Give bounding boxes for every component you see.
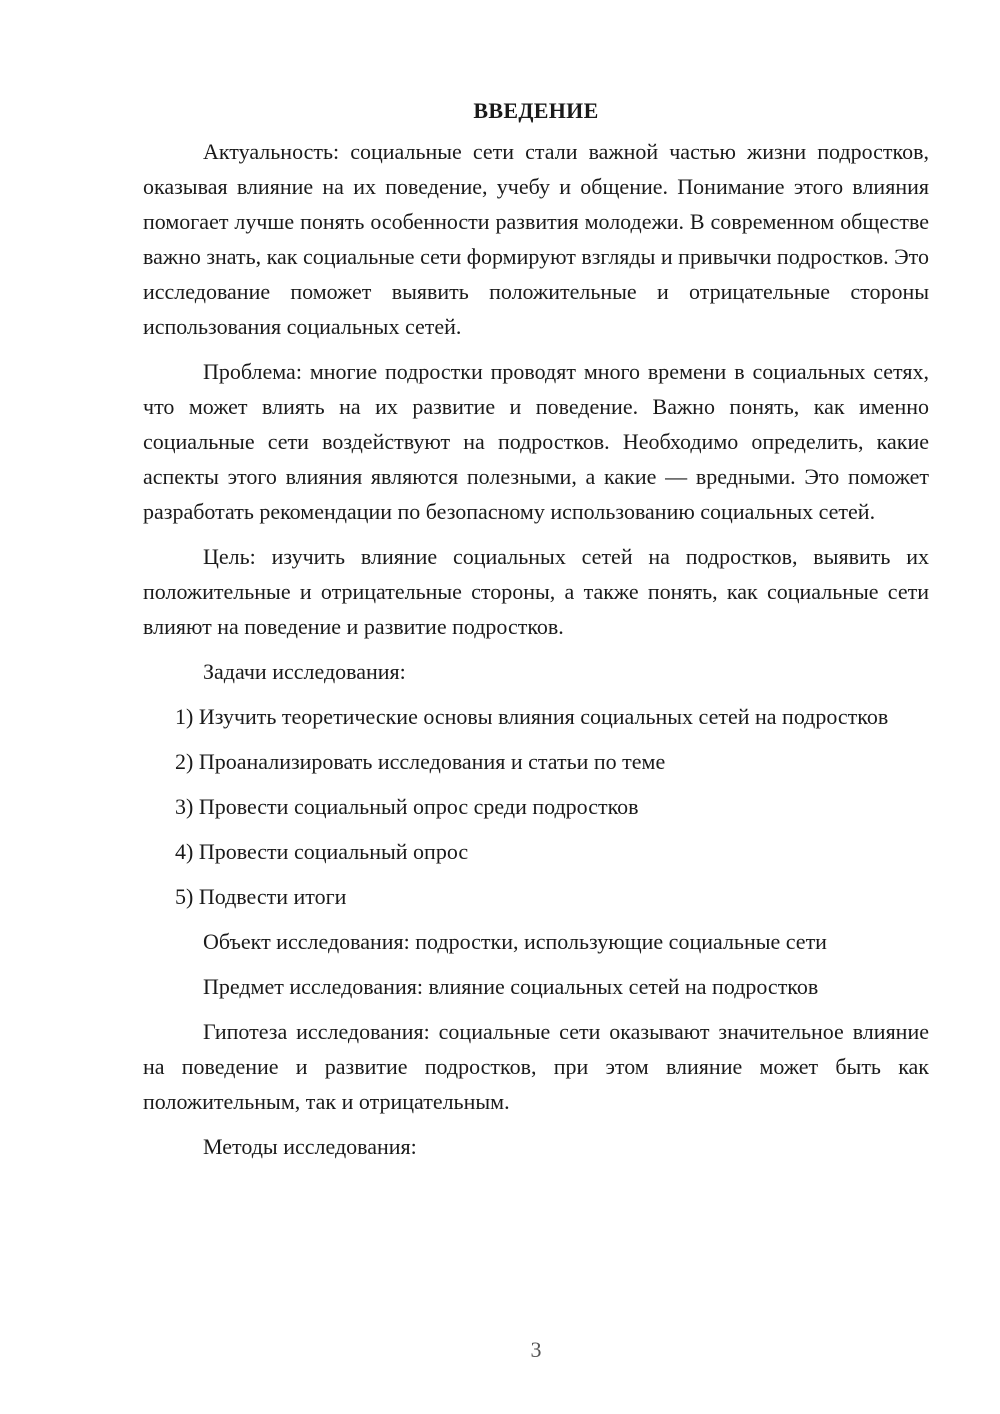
task-item: 5) Подвести итоги: [175, 884, 347, 909]
task-item: 4) Провести социальный опрос: [175, 839, 469, 864]
goal-paragraph: Цель: изучить влияние социальных сетей на подростков, выявить их положительные и отрицательные стороны, а также понять, как социальные сети влияют на поведение и развитие подростков.: [143, 544, 929, 639]
page-content: [143, 93, 929, 1174]
section-title: ВВЕДЕНИЕ: [473, 98, 599, 123]
research-subject: Предмет исследования: влияние социальных сетей на подростков: [203, 974, 819, 999]
relevance-paragraph: Актуальность: социальные сети стали важной частью жизни подростков, оказывая влияние на их поведение, учебу и общение. Понимание этого влияния помогает лучше понять особенности развития молодежи. В современном обществе важно знать, как социальные сети формируют взгляды и привычки подростков. Это исследование поможет выявить положительные и отрицательные стороны использования социальных сетей.: [143, 139, 929, 339]
tasks-heading: Задачи исследования:: [203, 659, 406, 684]
methods-heading: Методы исследования:: [203, 1134, 417, 1159]
task-item: 3) Провести социальный опрос среди подростков: [175, 794, 639, 819]
problem-paragraph: Проблема: многие подростки проводят много времени в социальных сетях, что может влиять на их развитие и поведение. Важно понять, как именно социальные сети воздействуют на подростков. Необходимо определить, какие аспекты этого влияния являются полезными, а какие — вредными. Это поможет разработать рекомендации по безопасному использованию социальных сетей.: [143, 359, 929, 524]
task-item: 2) Проанализировать исследования и статьи по теме: [175, 749, 666, 774]
research-hypothesis: Гипотеза исследования: социальные сети оказывают значительное влияние на поведение и развитие подростков, при этом влияние может быть как положительным, так и отрицательным.: [143, 1019, 929, 1114]
task-item: 1) Изучить теоретические основы влияния социальных сетей на подростков: [175, 704, 889, 729]
research-object: Объект исследования: подростки, использующие социальные сети: [203, 929, 827, 954]
page-number: 3: [530, 1337, 542, 1362]
